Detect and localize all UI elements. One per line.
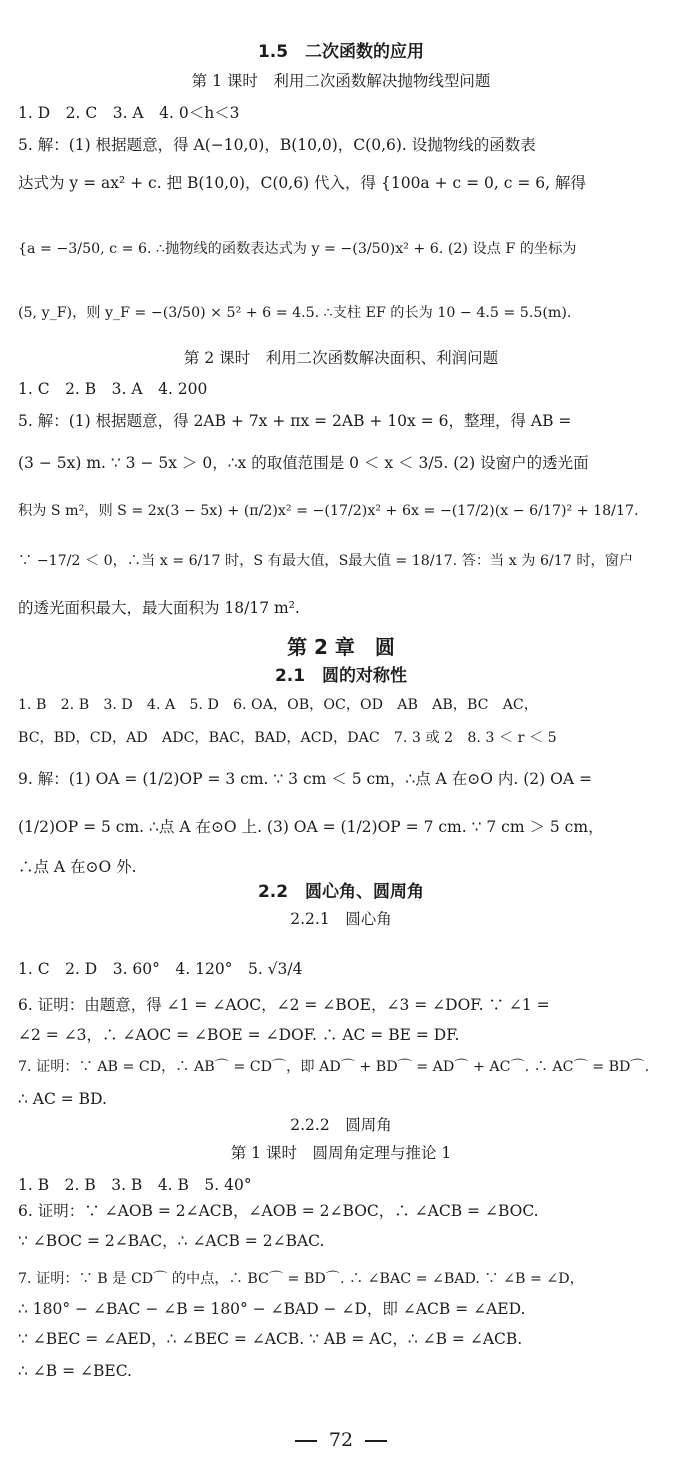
answer-line: (1/2)OP = 5 cm. ∴点 A 在⊙O 上. (3) OA = (1/2)OP = 7 cm. ∵ 7 cm ＞ 5 cm， xyxy=(18,818,604,836)
answer-line: ∴ AC = BD. xyxy=(18,1090,107,1108)
answer-line: 的透光面积最大，最大面积为 18/17 m². xyxy=(18,599,300,617)
answer-line: 1. C 2. B 3. A 4. 200 xyxy=(18,380,208,398)
page-number-text: 72 xyxy=(328,1429,354,1451)
answer-line: ∵ ∠BOC = 2∠BAC，∴ ∠ACB = 2∠BAC. xyxy=(18,1232,325,1250)
answer-line: 达式为 y = ax² + c. 把 B(10,0)，C(0,6) 代入，得 {100a + c = 0, c = 6, 解得 xyxy=(18,174,586,192)
answer-line: 9. 解：(1) OA = (1/2)OP = 3 cm. ∵ 3 cm ＜ 5 cm，∴点 A 在⊙O 内. (2) OA = xyxy=(18,770,592,788)
answer-line: 5. 解：(1) 根据题意，得 A(−10,0)，B(10,0)，C(0,6). 设抛物线的函数表 xyxy=(18,136,536,154)
answer-line: 7. 证明：∵ AB = CD，∴ AB⌒ = CD⌒，即 AD⌒ + BD⌒ = AD⌒ + AC⌒. ∴ AC⌒ = BD⌒. xyxy=(18,1059,650,1075)
page-number-dash-left xyxy=(295,1440,317,1442)
answer-line: ∴ 180° − ∠BAC − ∠B = 180° − ∠BAD − ∠D，即 ∠ACB = ∠AED. xyxy=(18,1300,526,1318)
section-heading-2-2: 2.2 圆心角、圆周角 xyxy=(257,882,425,902)
answer-line: ∴点 A 在⊙O 外. xyxy=(18,858,137,876)
answer-line: ∵ ∠BEC = ∠AED，∴ ∠BEC = ∠ACB. ∵ AB = AC，∴ ∠B = ∠ACB. xyxy=(18,1330,523,1348)
answer-line: (5, y_F)，则 y_F = −(3/50) × 5² + 6 = 4.5. ∴支柱 EF 的长为 10 − 4.5 = 5.5(m). xyxy=(18,305,572,321)
subsection-heading-2-2-2: 2.2.2 圆周角 xyxy=(290,1116,392,1134)
answer-line: 5. 解：(1) 根据题意，得 2AB + 7x + πx = 2AB + 10x = 6，整理，得 AB = xyxy=(18,412,572,430)
answer-line: 1. C 2. D 3. 60° 4. 120° 5. √3/4 xyxy=(18,960,303,978)
answer-line: ∴ ∠B = ∠BEC. xyxy=(18,1362,132,1380)
lesson-heading-2: 第 2 课时 利用二次函数解决面积、利润问题 xyxy=(183,349,499,367)
answer-line: {a = −3/50, c = 6. ∴抛物线的函数表达式为 y = −(3/50)x² + 6. (2) 设点 F 的坐标为 xyxy=(18,241,577,257)
answer-line: 6. 证明：∵ ∠AOB = 2∠ACB，∠AOB = 2∠BOC，∴ ∠ACB = ∠BOC. xyxy=(18,1202,539,1220)
section-heading-1-5: 1.5 二次函数的应用 xyxy=(257,42,425,62)
answer-line: 7. 证明：∵ B 是 CD⌒ 的中点，∴ BC⌒ = BD⌒. ∴ ∠BAC = ∠BAD. ∵ ∠B = ∠D， xyxy=(18,1271,584,1287)
answer-line: 6. 证明：由题意，得 ∠1 = ∠AOC，∠2 = ∠BOE，∠3 = ∠DOF. ∵ ∠1 = xyxy=(18,996,550,1014)
chapter-heading: 第 2 章 圆 xyxy=(287,635,395,659)
answer-line: (3 − 5x) m. ∵ 3 − 5x ＞ 0，∴x 的取值范围是 0 ＜ x ＜ 3/5. (2) 设窗户的透光面 xyxy=(18,454,589,472)
subsection-heading-2-2-1: 2.2.1 圆心角 xyxy=(290,910,392,928)
answer-line: 1. B 2. B 3. D 4. A 5. D 6. OA，OB，OC，OD AB AB，BC AC， xyxy=(18,697,538,713)
page-number-dash-right xyxy=(365,1440,387,1442)
answer-line: ∵ −17/2 ＜ 0，∴当 x = 6/17 时，S 有最大值，S最大值 = 18/17. 答：当 x 为 6/17 时，窗户 xyxy=(18,553,634,569)
answer-line: 积为 S m²，则 S = 2x(3 − 5x) + (π/2)x² = −(17/2)x² + 6x = −(17/2)(x − 6/17)² + 18/17. xyxy=(18,503,639,519)
section-heading-2-1: 2.1 圆的对称性 xyxy=(274,666,408,686)
page-number xyxy=(0,1428,682,1452)
answer-line: ∠2 = ∠3，∴ ∠AOC = ∠BOE = ∠DOF. ∴ AC = BE = DF. xyxy=(18,1026,460,1044)
lesson-heading-1: 第 1 课时 利用二次函数解决抛物线型问题 xyxy=(191,72,491,90)
lesson-heading-3: 第 1 课时 圆周角定理与推论 1 xyxy=(230,1144,452,1162)
answer-line: 1. B 2. B 3. B 4. B 5. 40° xyxy=(18,1176,252,1194)
answer-line: 1. D 2. C 3. A 4. 0＜h＜3 xyxy=(18,104,240,122)
answer-line: BC，BD，CD，AD ADC，BAC，BAD，ACD，DAC 7. 3 或 2 8. 3 ＜ r ＜ 5 xyxy=(18,730,557,746)
